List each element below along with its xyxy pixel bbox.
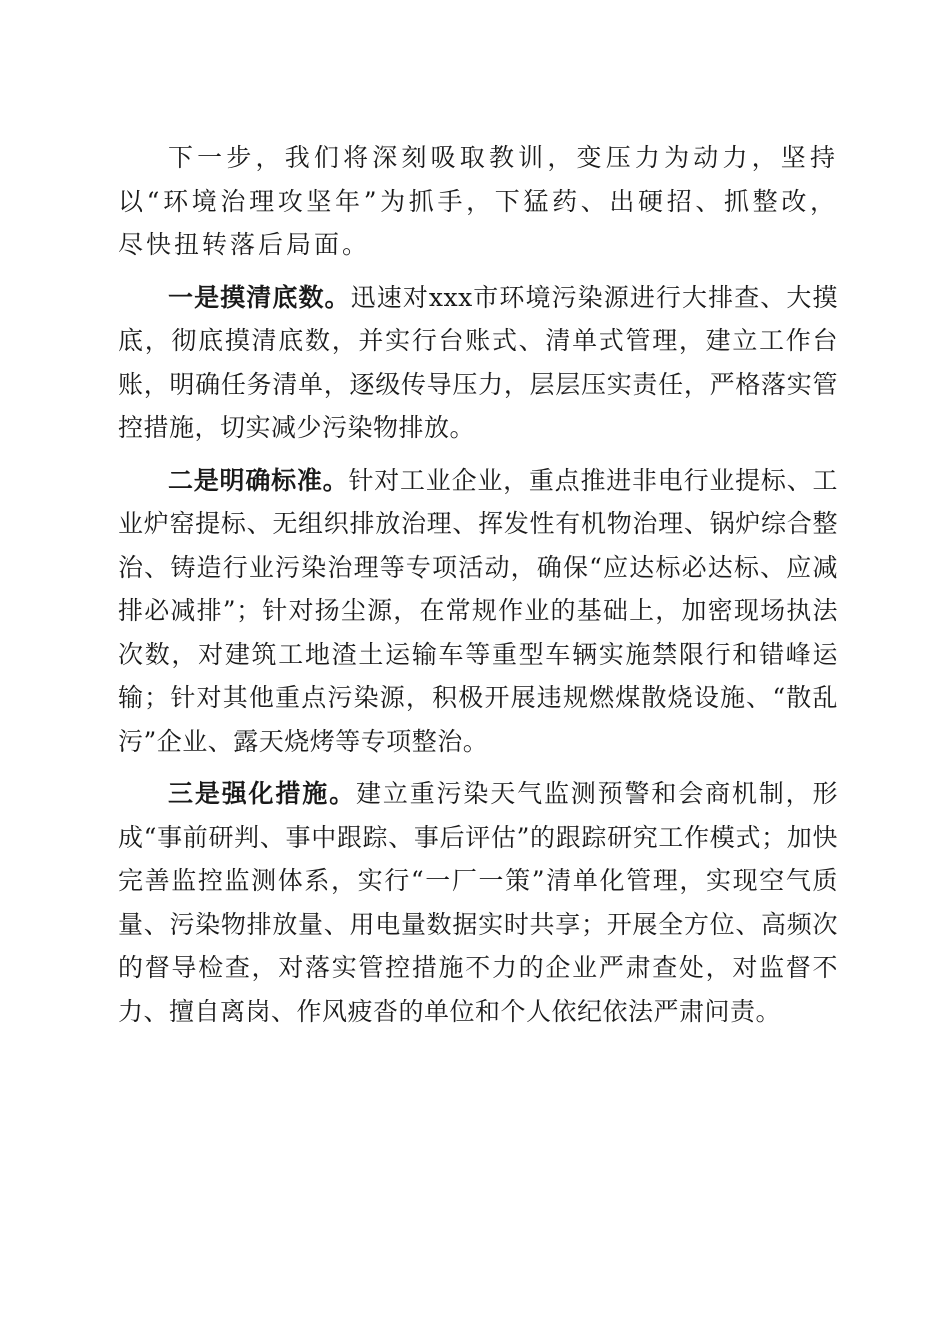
paragraph-text: 下一步，我们将深刻吸取教训，变压力为动力，坚持以“环境治理攻坚年”为抓手，下猛药、出硬招、抓整改，尽快扭转落后局面。 (118, 143, 838, 259)
paragraph-point-1 (118, 276, 838, 450)
paragraph-text: 针对工业企业，重点推进非电行业提标、工业炉窑提标、无组织排放治理、挥发性有机物治理、锅炉综合整治、铸造行业污染治理等专项活动，确保“应达标必达标、应减排必减排”；针对扬尘源，在常规作业的基础上，加密现场执法次数，对建筑工地渣土运输车等重型车辆实施禁限行和错峰运输；针对其他重点污染源，积极开展违规燃煤散烧设施、“散乱污”企业、露天烧烤等专项整治。 (118, 465, 838, 756)
paragraph-lead: 二是明确标准。 (168, 465, 349, 495)
paragraph-lead: 三是强化措施。 (168, 779, 356, 808)
paragraph-point-3 (118, 772, 838, 1033)
paragraph-point-2 (118, 459, 838, 764)
paragraph-text: 迅速对xxx市环境污染源进行大排查、大摸底，彻底摸清底数，并实行台账式、清单式管理，建立工作台账，明确任务清单，逐级传导压力，层层压实责任，严格落实管控措施，切实减少污染物排放。 (118, 282, 838, 442)
paragraph-intro (118, 136, 838, 267)
document-body (118, 136, 838, 1042)
paragraph-lead: 一是摸清底数。 (168, 282, 351, 312)
paragraph-text: 建立重污染天气监测预警和会商机制，形成“事前研判、事中跟踪、事后评估”的跟踪研究工作模式；加快完善监控监测体系，实行“一厂一策”清单化管理，实现空气质量、污染物排放量、用电量数据实时共享；开展全方位、高频次的督导检查，对落实管控措施不力的企业严肃查处，对监督不力、擅自离岗、作风疲沓的单位和个人依纪依法严肃问责。 (118, 779, 838, 1026)
